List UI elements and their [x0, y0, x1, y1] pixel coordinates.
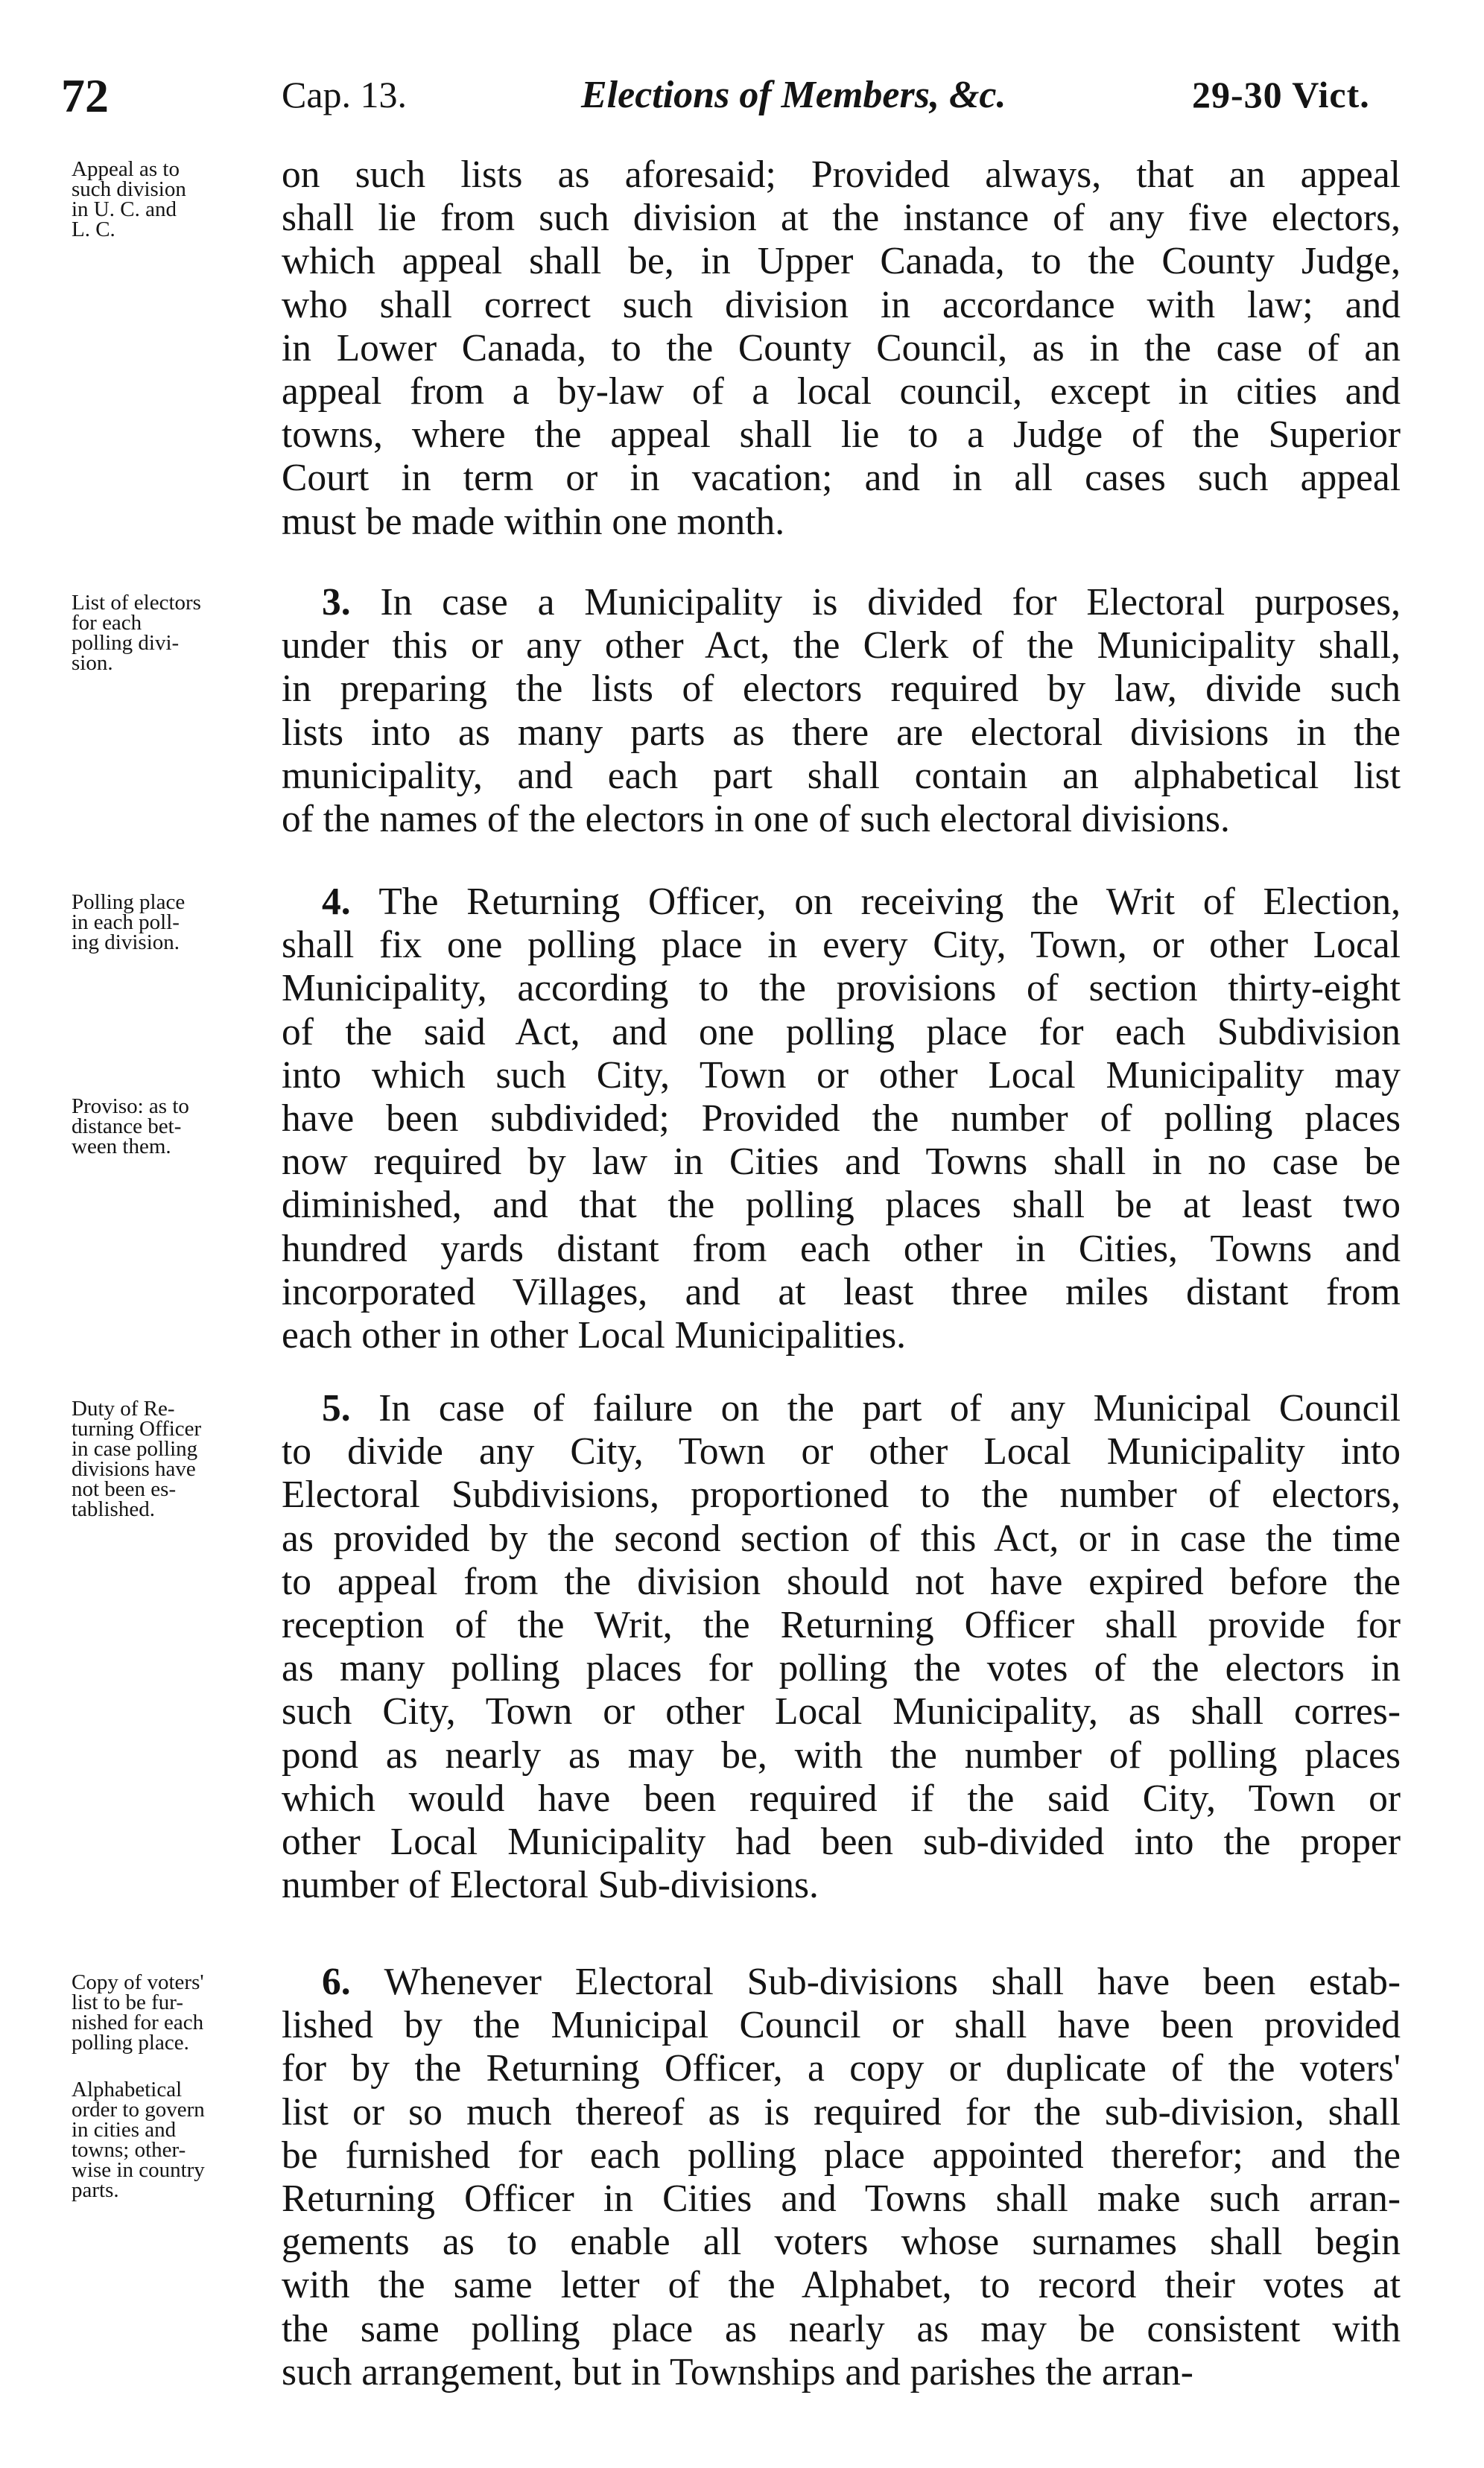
- page-number: 72: [61, 69, 109, 122]
- text-line: must be made within one month.: [282, 500, 785, 543]
- section-number: 5.: [322, 1387, 379, 1430]
- marginal-note: Appeal as to such division in U. C. and L. C.: [72, 157, 186, 241]
- text-line: of the names of the electors in one of such electoral divisions.: [282, 798, 1230, 841]
- text-line: other Local Municipality had been sub-divided into the proper: [282, 1821, 1401, 1864]
- text-line: under this or any other Act, the Clerk of the Municipality shall,: [282, 624, 1401, 667]
- text-line: each other in other Local Municipalities.: [282, 1314, 907, 1357]
- text-line: into which such City, Town or other Local Municipality may: [282, 1053, 1401, 1097]
- text-line: of the said Act, and one polling place for each Subdivision: [282, 1010, 1401, 1053]
- text-line: municipality, and each part shall contain an alphabetical list: [282, 754, 1401, 797]
- text-line: lists into as many parts as there are electoral divisions in the: [282, 711, 1401, 754]
- text-line: in Lower Canada, to the County Council, as in the case of an: [282, 326, 1401, 369]
- text-line: shall lie from such division at the instance of any five electors,: [282, 197, 1401, 240]
- text-line: be furnished for each polling place appointed therefor; and the: [282, 2134, 1401, 2177]
- text-line: which appeal shall be, in Upper Canada, to the County Judge,: [282, 240, 1401, 283]
- marginal-note: Duty of Re- turning Officer in case polling divisions have not been es- tablished.: [72, 1397, 202, 1521]
- text-line: with the same letter of the Alphabet, to record their votes at: [282, 2264, 1401, 2307]
- text-line: Municipality, according to the provisions of section thirty-eight: [282, 967, 1401, 1010]
- text-line: appeal from a by-law of a local council, except in cities and: [282, 370, 1401, 413]
- text-line: gements as to enable all voters whose surnames shall begin: [282, 2221, 1401, 2264]
- text-line: hundred yards distant from each other in Cities, Towns and: [282, 1227, 1401, 1270]
- text-line: Electoral Subdivisions, proportioned to the number of electors,: [282, 1473, 1401, 1517]
- text-line: as provided by the second section of this Act, or in case the time: [282, 1517, 1401, 1560]
- section-text: [282, 153, 1401, 544]
- text-line: reception of the Writ, the Returning Officer shall provide for: [282, 1604, 1401, 1647]
- marginal-note: List of electors for each polling divi- sion.: [72, 591, 201, 675]
- text-line: number of Electoral Sub-divisions.: [282, 1864, 819, 1907]
- text-line: 5. In case of failure on the part of any Municipal Council: [322, 1387, 1401, 1430]
- chapter-reference: Cap. 13.: [282, 74, 408, 115]
- section-number: 3.: [322, 581, 381, 624]
- text-line: have been subdivided; Provided the number of polling places: [282, 1097, 1401, 1141]
- text-line: who shall correct such division in accordance with law; and: [282, 283, 1401, 326]
- section-number: 4.: [322, 881, 379, 923]
- text-line: Returning Officer in Cities and Towns shall make such arran-: [282, 2177, 1401, 2221]
- text-line: diminished, and that the polling places shall be at least two: [282, 1184, 1401, 1227]
- section-text: [282, 881, 1401, 1357]
- marginal-note: Copy of voters' list to be fur- nished for each polling place.: [72, 1970, 204, 2055]
- text-line: in preparing the lists of electors required by law, divide such: [282, 667, 1401, 711]
- text-line: the same polling place as nearly as may be consistent with: [282, 2307, 1401, 2350]
- text-line: incorporated Villages, and at least three miles distant from: [282, 1270, 1401, 1313]
- text-line: for by the Returning Officer, a copy or duplicate of the voters': [282, 2047, 1401, 2090]
- text-line: pond as nearly as may be, with the number of polling places: [282, 1733, 1401, 1777]
- marginal-note: Proviso: as to distance bet- ween them.: [72, 1094, 189, 1158]
- section-text: [282, 1387, 1401, 1907]
- page-header: [0, 69, 1484, 128]
- text-line: on such lists as aforesaid; Provided always, that an appeal: [282, 153, 1401, 196]
- text-line: list or so much thereof as is required for the sub-division, shall: [282, 2090, 1401, 2134]
- marginal-note: Polling place in each poll- ing division.: [72, 890, 186, 954]
- text-line: such City, Town or other Local Municipality, as shall corres-: [282, 1690, 1401, 1733]
- text-line: such arrangement, but in Townships and parishes the arran-: [282, 2350, 1193, 2394]
- text-line: Court in term or in vacation; and in all cases such appeal: [282, 457, 1401, 500]
- text-line: to appeal from the division should not have expired before the: [282, 1560, 1401, 1603]
- text-line: now required by law in Cities and Towns shall in no case be: [282, 1141, 1401, 1184]
- text-line: 6. Whenever Electoral Sub-divisions shall have been estab-: [322, 1961, 1401, 2003]
- text-line: 4. The Returning Officer, on receiving the Writ of Election,: [322, 881, 1401, 923]
- text-line: shall fix one polling place in every City, Town, or other Local: [282, 924, 1401, 967]
- running-title: Elections of Members, &c.: [581, 74, 1006, 116]
- text-line: as many polling places for polling the votes of the electors in: [282, 1647, 1401, 1690]
- section-text: [282, 1961, 1401, 2394]
- regnal-year: 29-30 Vict.: [1192, 74, 1370, 115]
- marginal-note: Alphabetical order to govern in cities and towns; other- wise in country parts.: [72, 2078, 205, 2202]
- text-line: which would have been required if the said City, Town or: [282, 1777, 1401, 1820]
- section-text: [282, 581, 1401, 841]
- text-line: towns, where the appeal shall lie to a Judge of the Superior: [282, 413, 1401, 457]
- section-number: 6.: [322, 1961, 384, 2003]
- text-line: lished by the Municipal Council or shall have been provided: [282, 2004, 1401, 2047]
- text-line: to divide any City, Town or other Local Municipality into: [282, 1430, 1401, 1473]
- text-line: 3. In case a Municipality is divided for Electoral purposes,: [322, 581, 1401, 624]
